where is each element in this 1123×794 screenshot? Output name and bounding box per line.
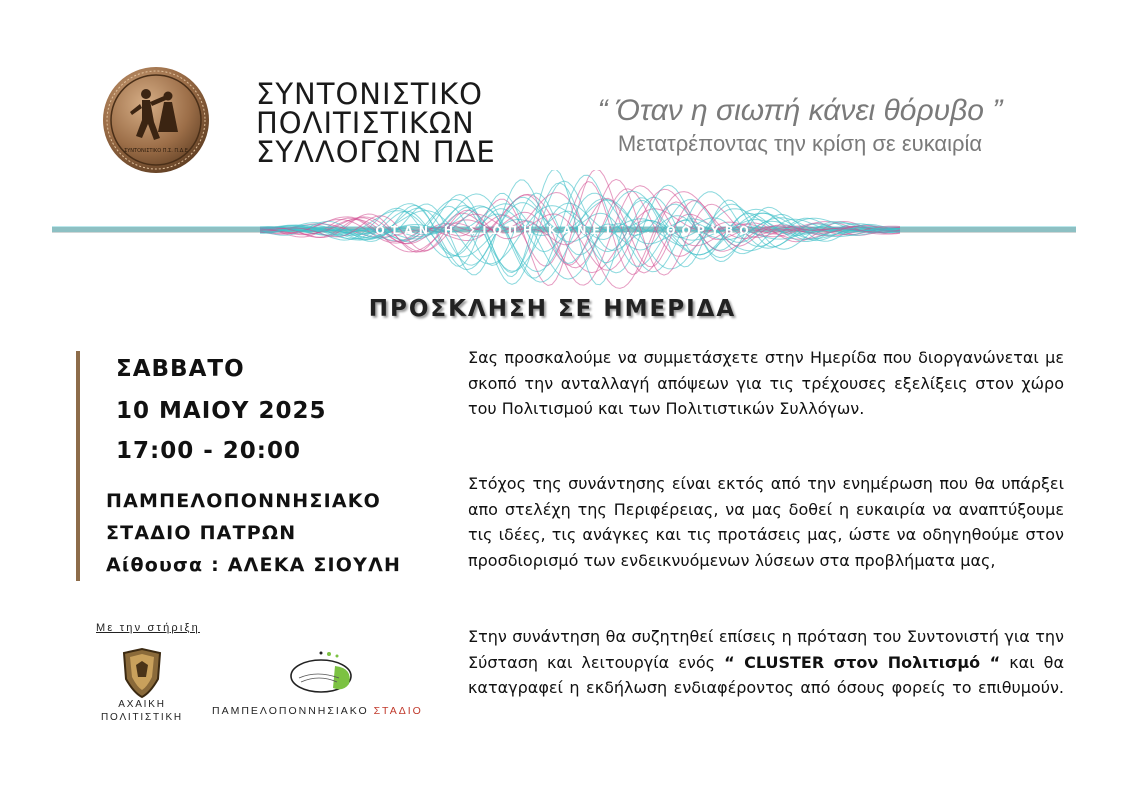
event-date: 10 ΜΑΙΟΥ 2025	[116, 398, 327, 424]
achaiki-name	[94, 698, 190, 724]
venue-line-2: ΣΤΑΔΙΟ ΠΑΤΡΩΝ	[106, 522, 297, 544]
body-paragraph-1: Σας προσκαλούμε να συμμετάσχετε στην Ημερίδα που διοργανώνεται με σκοπό την ανταλλαγή απόψεων για τις τρέχουσες εξελίξεις στον χώρο του Πολιτισμού και των Πολιτιστικών Συλλόγων.	[468, 348, 1064, 418]
accent-bar	[76, 351, 80, 581]
org-name-line-2: ΠΟΛΙΤΙΣΤΙΚΩΝ	[256, 106, 475, 140]
body-paragraph-3-end: και θα καταγραφεί η εκδήλωση ενδιαφέροντος από όσους φορείς το επιθυμούν.	[468, 652, 1065, 697]
motto-title: “ Όταν η σιωπή κάνει θόρυβο ”	[597, 94, 1003, 127]
motto-subtitle: Μετατρέποντας την κρίση σε ευκαιρία	[617, 131, 983, 156]
org-name-line-3: ΣΥΛΛΟΓΩΝ ΠΔΕ	[256, 135, 496, 169]
event-time: 17:00 - 20:00	[116, 438, 301, 464]
body-paragraph-2: Στόχος της συνάντησης είναι εκτός από την ενημέρωση που θα υπάρξει απο στελέχη της Περιφέρειας, να μας δοθεί η ευκαιρία να αναπτύξουμε τις ιδέες, τις ανάγκες και τις προτάσεις μας, ώστε να οδηγηθούμε στον προσδιορισμό των ενδεικνυόμενων λύσεων στα προβλήματα μας,	[468, 474, 1064, 570]
achaiki-name-line-2: ΠΟΛΙΤΙΣΤΙΚΗ	[101, 712, 183, 723]
cluster-highlight: “ CLUSTER στον Πολιτισμό “	[724, 652, 1001, 672]
achaiki-name-line-1: ΑΧΑΙΚΗ	[118, 699, 166, 710]
stadio-name-suffix: ΣΤΑΔΙΟ	[373, 705, 423, 717]
stadio-logo	[287, 648, 359, 698]
organization-name	[256, 77, 516, 169]
stadio-name	[212, 705, 423, 717]
body-paragraph-3	[468, 624, 1064, 701]
organization-logo	[102, 66, 210, 174]
soundwave-banner	[0, 170, 1123, 290]
venue-line-1: ΠΑΜΠΕΛΟΠΟΝΝΗΣΙΑΚΟ	[106, 490, 382, 512]
support-label: Με την στήριξη	[96, 622, 200, 634]
stadio-name-main: ΠΑΜΠΕΛΟΠΟΝΝΗΣΙΑΚΟ	[212, 705, 369, 717]
venue-hall: Αίθουσα : ΑΛΕΚΑ ΣΙΟΥΛΗ	[106, 554, 402, 576]
invitation-title: ΠΡΟΣΚΛΗΣΗ ΣΕ ΗΜΕΡΙΔΑ	[368, 296, 737, 322]
org-name-line-1: ΣΥΝΤΟΝΙΣΤΙΚΟ	[256, 77, 483, 111]
banner-text: ΟΤΑΝ Η ΣΙΩΠΗ ΚΑΝΕΙ ... ΘΟΡΥΒΟ	[375, 224, 755, 237]
logo-text: ΣΥΝΤΟΝΙΣΤΙΚΟ Π.Σ. Π.Δ.Ε	[124, 148, 188, 154]
body-paragraph-3-intro: Στην συνάντηση θα συζητηθεί επίσεις η πρόταση του Συντονιστή για την Σύσταση και λειτουργία ενός	[468, 627, 1064, 672]
event-day: ΣΑΒΒΑΤΟ	[116, 356, 245, 382]
achaiki-shield-logo	[120, 647, 164, 699]
event-motto	[540, 94, 1060, 158]
